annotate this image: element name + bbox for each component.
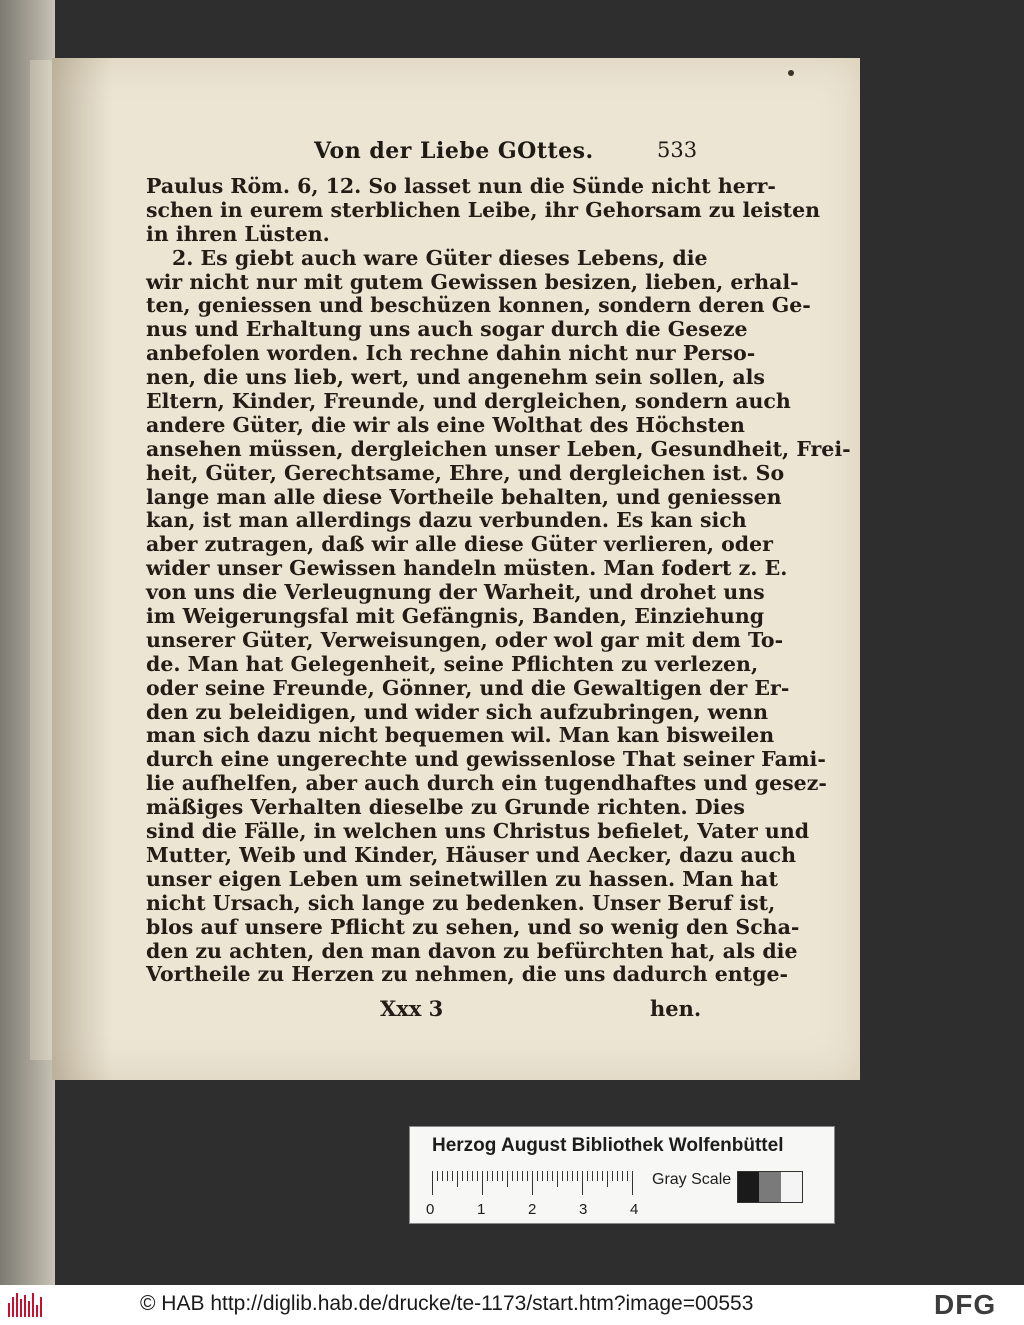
- text-line: wir nicht nur mit gutem Gewissen besizen, lieben, erhal-: [146, 269, 799, 294]
- text-line: lange man alle diese Vortheile behalten, und geniessen: [146, 484, 782, 509]
- ruler-tick: [507, 1171, 508, 1187]
- copyright-url[interactable]: © HAB http://diglib.hab.de/drucke/te-1173/start.htm?image=00553: [140, 1292, 754, 1315]
- running-title: Von der Liebe GOttes.: [314, 138, 594, 164]
- ruler-tick: [477, 1171, 478, 1181]
- text-line: andere Güter, die wir als eine Wolthat des Höchsten: [146, 412, 745, 437]
- text-line: 2. Es giebt auch ware Güter dieses Lebens, die: [172, 245, 708, 270]
- text-line: heit, Güter, Gerechtsame, Ehre, und dergleichen ist. So: [146, 460, 785, 485]
- ruler-tick: [542, 1171, 543, 1181]
- text-line: blos auf unsere Pflicht zu sehen, und so wenig den Scha-: [146, 914, 800, 939]
- ruler-tick: [527, 1171, 528, 1181]
- page-gutter-shadow: [52, 58, 112, 1080]
- ruler-numbers: [426, 1201, 656, 1219]
- ruler-tick: [597, 1171, 598, 1181]
- ruler-tick: [522, 1171, 523, 1181]
- ink-dot: [788, 70, 794, 76]
- text-line: oder seine Freunde, Gönner, und die Gewaltigen der Er-: [146, 675, 790, 700]
- ruler-tick: [532, 1171, 533, 1195]
- gray-patch: [759, 1172, 780, 1202]
- logo-bar: [40, 1297, 42, 1317]
- text-line: aber zutragen, daß wir alle diese Güter verlieren, oder: [146, 532, 773, 557]
- text-line: Vortheile zu Herzen zu nehmen, die uns dadurch entge-: [146, 962, 789, 987]
- ruler-tick: [457, 1171, 458, 1187]
- ruler-tick: [482, 1171, 483, 1195]
- footer-bar: [0, 1285, 1024, 1325]
- ruler-tick: [452, 1171, 453, 1181]
- logo-bar: [16, 1293, 18, 1317]
- ruler-tick: [632, 1171, 633, 1195]
- ruler-tick: [537, 1171, 538, 1181]
- gray-scale-patches: [737, 1171, 803, 1203]
- ruler-tick: [627, 1171, 628, 1181]
- hab-logo-icon: [8, 1293, 48, 1317]
- ruler-tick: [567, 1171, 568, 1181]
- text-line: de. Man hat Gelegenheit, seine Pflichten zu verlezen,: [146, 651, 759, 676]
- text-line: lie aufhelfen, aber auch durch ein tugendhaftes und gesez-: [146, 771, 827, 796]
- signature-mark: Xxx 3: [380, 996, 444, 1021]
- ruler-tick: [502, 1171, 503, 1181]
- ruler-tick: [442, 1171, 443, 1181]
- ruler-tick: [447, 1171, 448, 1181]
- text-line: den zu beleidigen, und wider sich aufzubringen, wenn: [146, 699, 769, 724]
- ruler-tick: [607, 1171, 608, 1187]
- ruler-tick: [552, 1171, 553, 1181]
- text-line: unserer Güter, Verweisungen, oder wol gar mit dem To-: [146, 627, 784, 652]
- ruler-tick: [462, 1171, 463, 1181]
- gray-patch: [781, 1172, 802, 1202]
- ruler-tick: [577, 1171, 578, 1181]
- gray-scale-label: Gray Scale: [652, 1171, 732, 1188]
- text-line: Eltern, Kinder, Freunde, und dergleichen, sondern auch: [146, 389, 791, 414]
- logo-bar: [24, 1295, 26, 1317]
- text-line: nicht Ursach, sich lange zu bedenken. Unser Beruf ist,: [146, 890, 776, 915]
- logo-bar: [12, 1297, 14, 1317]
- text-line: in ihren Lüsten.: [146, 221, 330, 246]
- ruler-tick: [612, 1171, 613, 1181]
- text-line: ansehen müssen, dergleichen unser Leben, Gesundheit, Frei-: [146, 436, 851, 461]
- text-line: Paulus Röm. 6, 12. So lasset nun die Sünde nicht herr-: [146, 174, 776, 198]
- page-header: [52, 138, 860, 168]
- ruler-number: 4: [630, 1201, 639, 1218]
- ruler-number: 2: [528, 1201, 537, 1218]
- ruler-tick: [592, 1171, 593, 1181]
- ruler-tick: [622, 1171, 623, 1181]
- text-line: man sich dazu nicht bequemen wil. Man kan bisweilen: [146, 723, 775, 748]
- text-line: den zu achten, den man davon zu befürchten hat, als die: [146, 938, 798, 963]
- text-line: sind die Fälle, in welchen uns Christus befielet, Vater und: [146, 819, 810, 844]
- logo-bar: [36, 1305, 38, 1317]
- text-line: mäßiges Verhalten dieselbe zu Grunde richten. Dies: [146, 795, 745, 820]
- color-target-card: [409, 1126, 835, 1224]
- ruler-tick: [472, 1171, 473, 1181]
- ruler-tick: [547, 1171, 548, 1181]
- ruler-tick: [572, 1171, 573, 1181]
- logo-bar: [28, 1301, 30, 1317]
- book-page: [52, 58, 860, 1080]
- body-text: [146, 174, 851, 987]
- catchword: hen.: [650, 996, 702, 1021]
- text-line: von uns die Verleugnung der Warheit, und drohet uns: [146, 580, 765, 605]
- ruler-tick: [492, 1171, 493, 1181]
- text-line: kan, ist man allerdings dazu verbunden. Es kan sich: [146, 508, 747, 533]
- text-line: unser eigen Leben um seinetwillen zu hassen. Man hat: [146, 866, 778, 891]
- ruler-tick: [557, 1171, 558, 1187]
- ruler-tick: [587, 1171, 588, 1181]
- text-line: durch eine ungerechte und gewissenlose That seiner Fami-: [146, 747, 826, 772]
- ruler-tick: [602, 1171, 603, 1181]
- ruler-number: 1: [477, 1201, 486, 1218]
- ruler-number: 0: [426, 1201, 435, 1218]
- page-number: 533: [657, 138, 698, 162]
- ruler-tick: [582, 1171, 583, 1195]
- ruler-number: 3: [579, 1201, 588, 1218]
- logo-bar: [8, 1303, 10, 1317]
- ruler-scale: [432, 1171, 637, 1197]
- ruler-tick: [437, 1171, 438, 1181]
- ruler-tick: [517, 1171, 518, 1181]
- ruler-tick: [512, 1171, 513, 1181]
- text-line: nus und Erhaltung uns auch sogar durch die Geseze: [146, 317, 748, 342]
- previous-page-edge-inner: [30, 60, 54, 1060]
- logo-bar: [20, 1299, 22, 1317]
- text-line: wider unser Gewissen handeln müsten. Man fodert z. E.: [146, 556, 788, 581]
- text-line: im Weigerungsfal mit Gefängnis, Banden, Einziehung: [146, 604, 765, 629]
- logo-bar: [32, 1293, 34, 1317]
- library-name: Herzog August Bibliothek Wolfenbüttel: [432, 1135, 784, 1156]
- dfg-logo: DFG: [934, 1289, 997, 1320]
- text-line: schen in eurem sterblichen Leibe, ihr Gehorsam zu leisten: [146, 197, 821, 222]
- ruler-tick: [617, 1171, 618, 1181]
- ruler-tick: [467, 1171, 468, 1181]
- ruler-tick: [497, 1171, 498, 1181]
- ruler-tick: [562, 1171, 563, 1181]
- text-line: ten, geniessen und beschüzen konnen, sondern deren Ge-: [146, 293, 811, 318]
- text-line: anbefolen worden. Ich rechne dahin nicht nur Perso-: [146, 341, 756, 366]
- ruler-tick: [487, 1171, 488, 1181]
- ruler-tick: [432, 1171, 433, 1195]
- text-line: Mutter, Weib und Kinder, Häuser und Aecker, dazu auch: [146, 842, 797, 867]
- text-line: nen, die uns lieb, wert, und angenehm sein sollen, als: [146, 365, 765, 390]
- gray-patch: [738, 1172, 759, 1202]
